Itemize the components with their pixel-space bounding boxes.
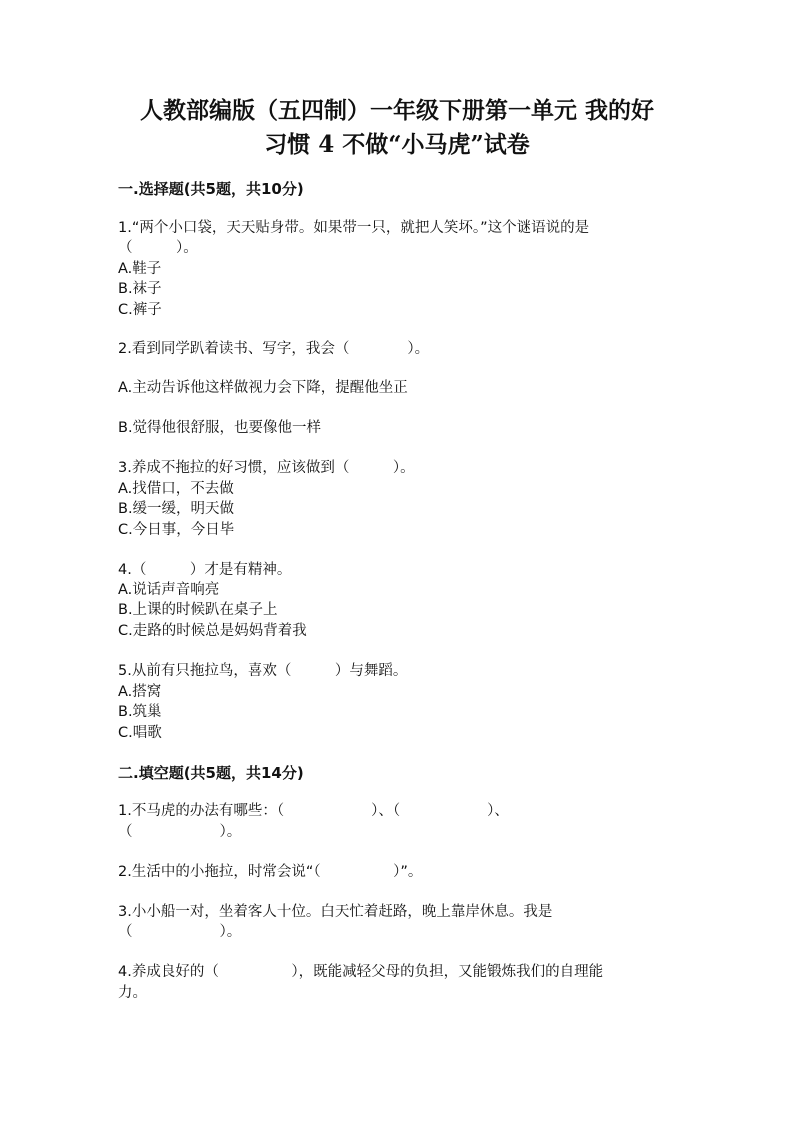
question-2-option-b: B.觉得他很舒服，也要像他一样 bbox=[118, 420, 322, 436]
question-2-option-a: A.主动告诉他这样做视力会下降，提醒他坐正 bbox=[118, 380, 408, 396]
question-4-text: 4.（ ）才是有精神。 bbox=[118, 562, 292, 578]
question-3-option-c: C.今日事，今日毕 bbox=[118, 522, 235, 538]
section-heading-fill: 二.填空题(共5题，共14分) bbox=[118, 764, 304, 782]
question-4-option-c: C.走路的时候总是妈妈背着我 bbox=[118, 623, 307, 639]
question-5-option-c: C.唱歌 bbox=[118, 725, 162, 741]
question-4-option-a: A.说话声音响亮 bbox=[118, 582, 220, 598]
question-2-text: 2.看到同学趴着读书、写字，我会（ ）。 bbox=[118, 341, 430, 357]
fill-question-1-blank: （ ）。 bbox=[118, 824, 242, 840]
question-3-option-a: A.找借口，不去做 bbox=[118, 481, 234, 497]
question-4-option-b: B.上课的时候趴在桌子上 bbox=[118, 602, 278, 618]
question-1-text: 1.“两个小口袋，天天贴身带。如果带一只，就把人笑坏。”这个谜语说的是 bbox=[118, 220, 590, 236]
question-5-option-b: B.筑巢 bbox=[118, 704, 162, 720]
fill-question-3-text: 3.小小船一对，坐着客人十位。白天忙着赶路，晚上靠岸休息。我是 bbox=[118, 904, 553, 920]
fill-question-1-text: 1.不马虎的办法有哪些：（ ）、（ ）、 bbox=[118, 803, 509, 819]
question-1-option-a: A.鞋子 bbox=[118, 261, 162, 277]
fill-question-4-cont: 力。 bbox=[118, 985, 147, 1001]
section-heading-choice: 一.选择题(共5题，共10分) bbox=[118, 180, 304, 198]
question-1-blank: （ ）。 bbox=[118, 240, 198, 256]
fill-question-2-text: 2.生活中的小拖拉，时常会说“（ ）”。 bbox=[118, 864, 423, 880]
question-3-option-b: B.缓一缓，明天做 bbox=[118, 501, 235, 517]
question-5-option-a: A.搭窝 bbox=[118, 684, 162, 700]
question-1-option-b: B.袜子 bbox=[118, 281, 162, 297]
question-3-text: 3.养成不拖拉的好习惯，应该做到（ ）。 bbox=[118, 460, 415, 476]
fill-question-3-blank: （ ）。 bbox=[118, 924, 242, 940]
question-5-text: 5.从前有只拖拉鸟，喜欢（ ）与舞蹈。 bbox=[118, 663, 408, 679]
fill-question-4-text: 4.养成良好的（ ），既能减轻父母的负担，又能锻炼我们的自理能 bbox=[118, 964, 604, 980]
title-line-2: 习惯 4 不做“小马虎”试卷 bbox=[264, 131, 530, 158]
page-title bbox=[100, 94, 694, 162]
title-line-1: 人教部编版（五四制）一年级下册第一单元 我的好 bbox=[139, 97, 654, 124]
question-1-option-c: C.裤子 bbox=[118, 302, 162, 318]
